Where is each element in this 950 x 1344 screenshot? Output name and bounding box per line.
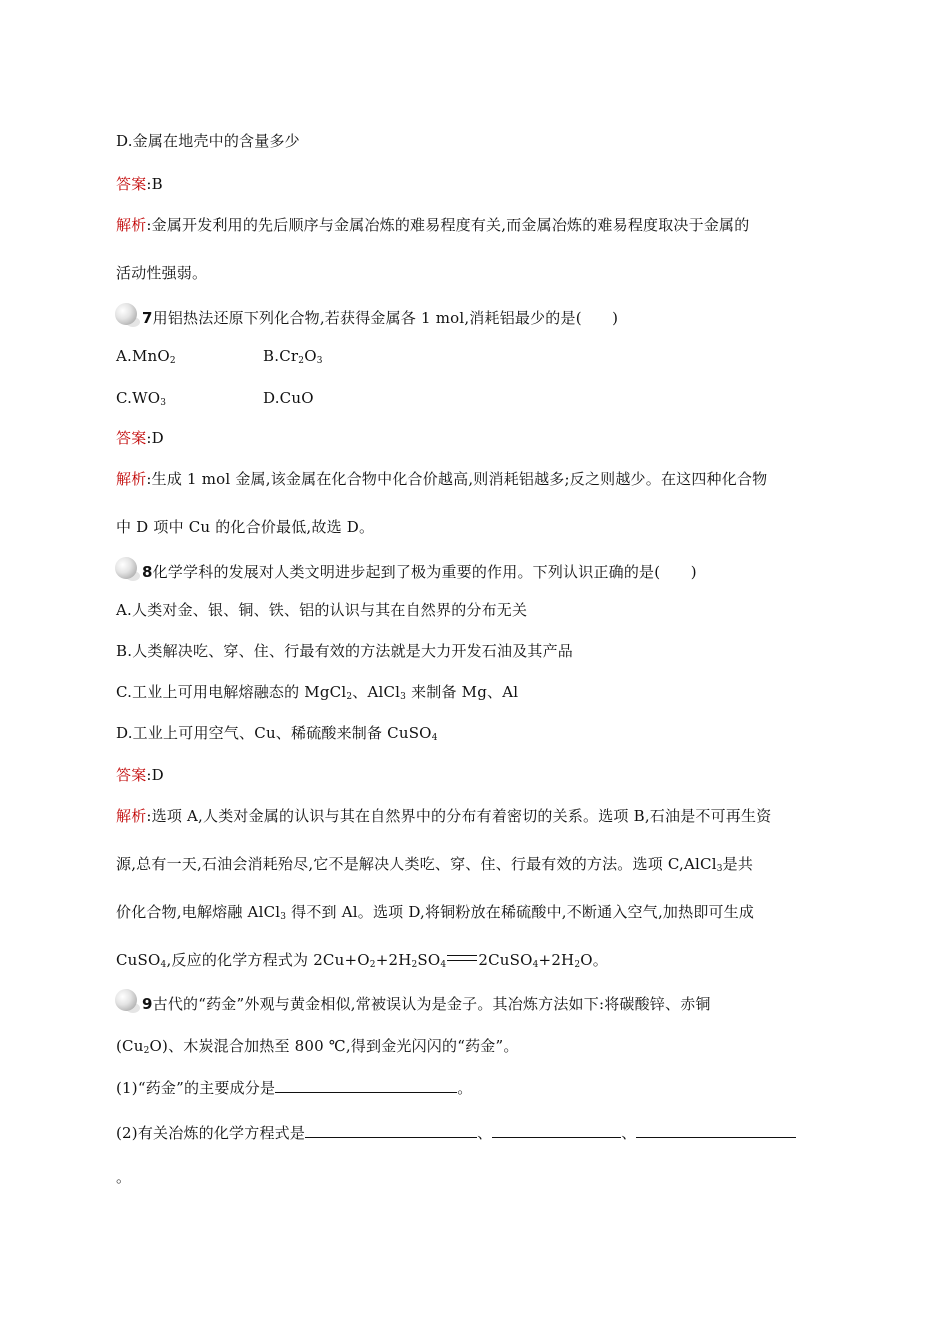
option-d-q8: D.工业上可用空气、Cu、稀硫酸来制备 CuSO$_4$ [116,724,438,743]
question-marker-icon [115,303,137,325]
equals-sign-icon [447,955,477,961]
analysis-q8-line4: CuSO$_4$,反应的化学方程式为 $2Cu+O_2+2H_2SO_4$ $2CuSO_4+2H_2O$。 [116,951,608,970]
analysis-q7-line2: 中 D 项中 Cu 的化合价最低,故选 D。 [116,518,375,536]
analysis-q8-line3: 价化合物,电解熔融 AlCl$_3$ 得不到 Al。选项 D,将铜粉放在稀硫酸中,不断通入空气,加热即可生成 [116,903,755,922]
answer-value: :D [146,766,164,784]
question-marker-icon [115,557,137,579]
analysis-label: 解析 [116,470,147,488]
analysis-label: 解析 [116,807,147,825]
question-9-part1: (1)“药金”的主要成分是 。 [116,1079,473,1097]
question-number: 7 [142,309,153,327]
option-a-q8: A.人类对金、银、铜、铁、铝的认识与其在自然界的分布无关 [116,601,528,619]
option-b-q8: B.人类解决吃、穿、住、行最有效的方法就是大力开发石油及其产品 [116,642,573,660]
analysis-q7-line1 [116,469,767,489]
option-b-q7: $B.Cr_2O_3$ [263,347,323,366]
analysis-q8-line2: 源,总有一天,石油会消耗殆尽,它不是解决人类吃、穿、住、行最有效的方法。选项 C,AlCl$_3$是共 [116,855,754,874]
question-9-stem-line1 [142,994,711,1014]
question-text: 化学学科的发展对人类文明进步起到了极为重要的作用。下列认识正确的是( ) [152,563,697,581]
option-c-q8: C.工业上可用电解熔融态的 MgCl$_2$、AlCl$_3$ 来制备 Mg、Al [116,683,519,702]
analysis-q6-line2: 活动性强弱。 [116,264,208,282]
question-text: 古代的“药金”外观与黄金相似,常被误认为是金子。其冶炼方法如下:将碳酸锌、赤铜 [152,995,711,1013]
answer-blank[interactable] [636,1122,796,1138]
answer-value: :D [146,429,164,447]
answer-label: 答案 [116,429,147,447]
analysis-q6-line1 [116,215,749,235]
question-9-part2: (2)有关冶炼的化学方程式是 、 、 [116,1122,796,1143]
option-c-q7: $C.WO_3$ [116,389,167,408]
question-9-end: 。 [116,1168,132,1186]
answer-q8 [116,765,164,785]
question-marker-icon [115,989,137,1011]
option-d-q7: D.CuO [263,389,314,407]
answer-blank[interactable] [305,1122,477,1138]
option-d-q6: D.金属在地壳中的含量多少 [116,132,300,150]
answer-label: 答案 [116,766,147,784]
option-a-q7: A.MnO$_2$ [116,347,176,366]
answer-blank[interactable] [492,1122,621,1138]
question-8-stem [142,562,697,582]
analysis-text: :生成 1 mol 金属,该金属在化合物中化合价越高,则消耗铝越多;反之则越少。在这四种化合物 [146,470,768,488]
answer-label: 答案 [116,175,147,193]
question-number: 9 [142,995,153,1013]
question-text: 用铝热法还原下列化合物,若获得金属各 1 mol,消耗铝最少的是( ) [152,309,619,327]
answer-q6 [116,174,163,194]
answer-blank[interactable] [275,1077,457,1093]
question-7-stem [142,308,618,328]
analysis-text: :金属开发利用的先后顺序与金属冶炼的难易程度有关,而金属冶炼的难易程度取决于金属的 [146,216,750,234]
question-number: 8 [142,563,153,581]
analysis-q8-line1 [116,806,771,826]
question-9-stem-line2: $(Cu_2O)$、木炭混合加热至 800 ℃,得到金光闪闪的“药金”。 [116,1037,519,1056]
analysis-text: :选项 A,人类对金属的认识与其在自然界中的分布有着密切的关系。选项 B,石油是不可再生资 [146,807,772,825]
analysis-label: 解析 [116,216,147,234]
answer-value: :B [146,175,163,193]
answer-q7 [116,428,164,448]
